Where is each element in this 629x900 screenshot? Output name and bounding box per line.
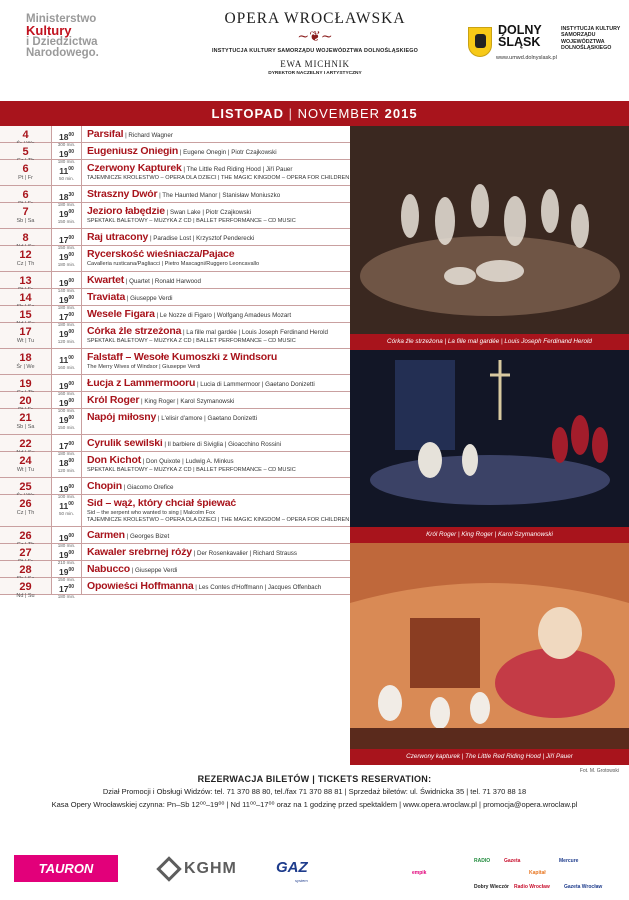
event-weekday: Sb | Sa — [16, 424, 35, 430]
event-row — [0, 375, 350, 396]
event-details: | L'elisir d'amore | Gaetano Donizetti — [157, 415, 258, 422]
event-duration: 180 min. — [57, 450, 76, 456]
event-time — [52, 126, 82, 147]
page-header — [0, 0, 629, 100]
event-time — [52, 561, 82, 582]
event-weekday: Pt | Fr — [18, 175, 33, 181]
event-row — [0, 272, 350, 293]
event-hour: 17 — [58, 234, 69, 245]
event-minute: 00 — [68, 441, 75, 447]
event-hour: 11 — [59, 354, 69, 365]
photo-caption: Król Roger | King Roger | Karol Szymanowski — [350, 527, 629, 543]
event-hour: 18 — [58, 457, 69, 468]
event-details: | Giuseppe Verdi — [131, 567, 178, 574]
event-duration: 100 min. — [57, 407, 76, 413]
reservation-line-1: Dział Promocji i Obsługi Widzów: tel. 71 370 88 80, tel./fax 71 370 88 81 | Sprzedaż biletów: ul. Świdnicka 35 | tel. 71 370 88 18 — [102, 787, 527, 796]
event-row — [0, 527, 350, 548]
event-hour: 19 — [58, 251, 69, 262]
director-name: EWA MICHNIK — [280, 59, 350, 69]
event-minute: 00 — [68, 550, 75, 556]
event-details: | Giuseppe Verdi — [126, 295, 173, 302]
media-partner-logo: Gazeta — [504, 858, 521, 864]
event-hour: 17 — [58, 311, 69, 322]
event-weekday: Cz | Th — [16, 261, 35, 267]
event-hour: 11 — [59, 165, 69, 176]
event-minute: 00 — [68, 312, 75, 318]
event-details: | Swan Lake | Piotr Czajkowski — [166, 209, 252, 216]
event-subtitle: The Merry Wives of Windsor | Giuseppe Verdi — [87, 364, 201, 370]
event-time — [52, 229, 82, 250]
event-title[interactable]: Carmen — [87, 531, 125, 541]
media-partner-logo: empik — [412, 870, 427, 876]
event-day: 25 — [19, 481, 32, 493]
event-duration: 150 min. — [57, 576, 76, 582]
event-day: 27 — [19, 547, 32, 559]
sponsor-bar — [0, 825, 629, 900]
event-details: | Eugene Onegin | Piotr Czajkowski — [179, 149, 277, 156]
event-hour: 18 — [58, 191, 69, 202]
event-day: 6 — [22, 189, 29, 201]
event-date — [0, 452, 52, 477]
event-hour: 19 — [58, 532, 69, 543]
event-time — [52, 452, 82, 477]
event-minute: 00 — [68, 355, 74, 361]
event-title[interactable]: Don Kichot — [87, 456, 141, 466]
event-details: | Don Quixote | Ludwig A. Minkus — [142, 458, 234, 465]
event-weekday: Nd | Su — [16, 593, 35, 599]
event-minute: 00 — [68, 533, 75, 539]
event-day: 20 — [19, 395, 32, 407]
event-hour: 17 — [58, 583, 69, 594]
event-date — [0, 229, 52, 245]
event-row — [0, 392, 350, 413]
event-duration: 50 min. — [58, 510, 75, 516]
event-minute: 00 — [68, 415, 75, 421]
event-details: | The Little Red Riding Hood | Jiří Pauer — [183, 166, 293, 173]
event-date — [0, 246, 52, 271]
event-minute: 00 — [68, 329, 75, 335]
event-time — [52, 272, 82, 293]
event-title[interactable]: Raj utracony — [87, 233, 149, 243]
event-duration: 180 min. — [57, 201, 76, 207]
event-row — [0, 435, 350, 456]
media-partner-logo: Kapitał — [529, 870, 546, 876]
event-duration: 300 min. — [57, 141, 76, 147]
event-duration: 180 min. — [57, 158, 76, 164]
event-minute: 00 — [68, 252, 75, 258]
event-time — [52, 435, 82, 456]
event-date — [0, 160, 52, 185]
event-duration: 180 min. — [57, 321, 76, 327]
event-duration: 210 min. — [57, 559, 76, 565]
ministry-line-2: Kultury — [26, 23, 72, 38]
event-details: | Lucia di Lammermoor | Gaetano Donizetti — [196, 381, 315, 388]
ministry-line-1: Ministerstwo — [26, 13, 97, 25]
event-row — [0, 203, 350, 229]
event-row — [0, 452, 350, 478]
kghm-logo: KGHM — [160, 855, 237, 882]
event-date — [0, 375, 52, 391]
event-details: | The Haunted Manor | Stanisław Moniuszko — [159, 192, 281, 199]
event-row — [0, 478, 350, 499]
event-hour: 19 — [58, 549, 69, 560]
event-day: 14 — [19, 292, 32, 304]
event-hour: 11 — [59, 500, 69, 511]
event-date — [0, 203, 52, 228]
event-minute: 00 — [68, 295, 75, 301]
media-partner-logo: Dobry Wieczór — [474, 884, 509, 890]
event-details: | Giacomo Orefice — [123, 484, 174, 491]
event-time — [52, 323, 82, 348]
event-title[interactable]: Cyrulik sewilski — [87, 439, 163, 449]
event-title[interactable]: Straszny Dwór — [87, 190, 158, 200]
event-duration: 160 min. — [57, 390, 76, 396]
event-row — [0, 306, 350, 327]
event-time — [52, 203, 82, 228]
event-minute: 00 — [68, 567, 75, 573]
event-date — [0, 272, 52, 288]
reservation-line-2: Kasa Opery Wrocławskiej czynna: Pn–Sb 12⁰⁰–19⁰⁰ | Nd 11⁰⁰–17⁰⁰ oraz na 1 godzinę przed spektaklem | www.opera.wroclaw.pl | promocja@opera.wroclaw.pl — [51, 800, 578, 809]
event-title[interactable]: Falstaff – Wesołe Kumoszki z Windsoru — [87, 353, 278, 363]
ministry-logo — [26, 14, 99, 59]
event-title[interactable]: Opowieści Hoffmanna — [87, 582, 194, 592]
event-row — [0, 561, 350, 582]
event-day: 29 — [19, 581, 32, 593]
event-row — [0, 186, 350, 207]
event-duration: 50 min. — [58, 175, 75, 181]
opera-scene-image — [350, 350, 629, 527]
event-day: 7 — [22, 206, 29, 218]
eagle-crest-icon — [468, 27, 492, 57]
event-weekday: Wt | Tu — [16, 338, 35, 344]
event-hour: 19 — [58, 208, 69, 219]
event-hour: 19 — [58, 566, 69, 577]
ministry-line-4: Narodowego. — [26, 47, 99, 59]
event-duration: 140 min. — [57, 287, 76, 293]
event-date — [0, 527, 52, 543]
event-day: 6 — [22, 163, 29, 175]
event-hour: 19 — [58, 397, 69, 408]
gaz-system-logo: GAZ system — [276, 859, 308, 883]
event-title[interactable]: Sid – wąż, który chciał śpiewać — [87, 499, 237, 509]
event-row — [0, 289, 350, 310]
event-subtitle: TAJEMNICZE KRÓLESTWO – OPERA DLA DZIECI | THE MAGIC KINGDOM – OPERA FOR CHILDREN — [87, 175, 349, 181]
event-day: 26 — [19, 498, 32, 510]
event-day: 8 — [22, 232, 29, 244]
event-details: | King Roger | Karol Szymanowski — [141, 398, 235, 405]
event-day: 22 — [19, 438, 32, 450]
region-institution: INSTYTUCJA KULTURY SAMORZĄDU WOJEWÓDZTWA DOLNOŚLĄSKIEGO — [561, 26, 621, 52]
event-duration: 120 min. — [57, 467, 76, 473]
event-day: 5 — [22, 146, 29, 158]
event-day: 13 — [19, 275, 32, 287]
event-minute: 00 — [68, 235, 75, 241]
event-title[interactable]: Czerwony Kapturek — [87, 164, 182, 174]
event-title[interactable]: Napój miłosny — [87, 413, 157, 423]
event-date — [0, 323, 52, 348]
media-partner-logo: Radio Wrocław — [514, 884, 550, 890]
event-time — [52, 143, 82, 164]
event-title[interactable]: Kawaler srebrnej róży — [87, 548, 192, 558]
event-details: | Le Nozze di Figaro | Wolfgang Amadeus Mozart — [156, 312, 292, 319]
event-row — [0, 246, 350, 272]
month-year: 2015 — [384, 106, 418, 121]
event-duration: 180 min. — [57, 593, 76, 599]
ticket-reservation — [0, 774, 629, 810]
event-duration: 120 min. — [57, 338, 76, 344]
ornament-icon: ~❦~ — [297, 29, 333, 45]
event-day: 4 — [22, 129, 29, 141]
reservation-heading: REZERWACJA BILETÓW | TICKETS RESERVATION: — [197, 774, 432, 784]
event-title[interactable]: Parsifal — [87, 130, 124, 140]
event-title[interactable]: Traviata — [87, 293, 126, 303]
event-time — [52, 544, 82, 565]
event-date — [0, 578, 52, 599]
media-partner-logo: Mercure — [559, 858, 579, 864]
event-duration: 160 min. — [57, 364, 76, 370]
event-details: | Der Rosenkavalier | Richard Strauss — [193, 550, 297, 557]
event-time — [52, 160, 82, 185]
event-day: 15 — [19, 309, 32, 321]
event-row — [0, 126, 350, 147]
event-time — [52, 186, 82, 207]
event-date — [0, 306, 52, 322]
event-details: | Il barbiere di Siviglia | Gioacchino Rossini — [164, 441, 282, 448]
event-weekday: Sb | Sa — [16, 218, 35, 224]
event-time — [52, 409, 82, 434]
event-row — [0, 323, 350, 349]
event-date — [0, 143, 52, 159]
month-band: LISTOPAD | NOVEMBER 2015 — [0, 101, 629, 126]
event-minute: 00 — [68, 398, 75, 404]
month-pl: LISTOPAD — [211, 106, 284, 121]
event-title[interactable]: Rycerskość wieśniacza/Pajace — [87, 250, 235, 260]
region-url[interactable]: www.umwd.dolnyslask.pl — [496, 55, 557, 61]
region-name: DOLNY ŚLĄSK — [498, 23, 542, 49]
event-hour: 19 — [58, 277, 69, 288]
event-time — [52, 375, 82, 396]
event-time — [52, 289, 82, 310]
event-title[interactable]: Kwartet — [87, 276, 125, 286]
production-photo — [350, 543, 629, 765]
event-duration: 150 min. — [57, 218, 76, 224]
event-details: | Quartet | Ronald Harwood — [125, 278, 201, 285]
event-day: 18 — [19, 352, 32, 364]
month-en: NOVEMBER — [297, 106, 381, 121]
event-title[interactable]: Jezioro łabędzie — [87, 207, 165, 217]
event-details: | Les Contes d'Hoffmann | Jacques Offenbach — [195, 584, 322, 591]
event-title[interactable]: Eugeniusz Oniegin — [87, 147, 179, 157]
event-hour: 19 — [58, 328, 69, 339]
event-day: 12 — [19, 249, 32, 261]
kghm-mark-icon — [156, 856, 181, 881]
event-title[interactable]: Król Roger — [87, 396, 140, 406]
event-subtitle: SPEKTAKL BALETOWY – MUZYKA Z CD | BALLET PERFORMANCE – CD MUSIC — [87, 218, 296, 224]
event-title[interactable]: Łucja z Lammermooru — [87, 379, 196, 389]
event-hour: 19 — [58, 414, 69, 425]
event-hour: 19 — [58, 148, 69, 159]
event-date — [0, 392, 52, 408]
event-row — [0, 349, 350, 375]
opera-masthead — [190, 10, 440, 76]
event-row — [0, 143, 350, 164]
event-date — [0, 495, 52, 526]
event-weekday: Śr | We — [16, 364, 35, 370]
event-minute: 00 — [68, 166, 74, 172]
event-minute: 00 — [68, 584, 75, 590]
production-photo — [350, 350, 629, 543]
event-duration: 150 min. — [57, 424, 76, 430]
event-row — [0, 229, 350, 250]
event-duration: 180 min. — [57, 304, 76, 310]
event-subtitle: Cavalleria rusticana/Pagliacci | Pietro Mascagni/Ruggero Leoncavallo — [87, 261, 260, 267]
event-date — [0, 186, 52, 202]
event-time — [52, 478, 82, 499]
event-minute: 00 — [68, 149, 75, 155]
event-minute: 00 — [68, 381, 75, 387]
event-minute: 00 — [68, 209, 75, 215]
event-title[interactable]: Nabucco — [87, 565, 130, 575]
event-time — [52, 392, 82, 413]
event-subtitle: SPEKTAKL BALETOWY – MUZYKA Z CD | BALLET PERFORMANCE – CD MUSIC — [87, 467, 296, 473]
event-date — [0, 289, 52, 305]
event-row — [0, 544, 350, 565]
event-row — [0, 495, 350, 527]
event-weekday: Wt | Tu — [16, 467, 35, 473]
event-minute: 30 — [68, 192, 75, 198]
event-hour: 19 — [58, 294, 69, 305]
event-details: | Richard Wagner — [125, 132, 173, 139]
event-subtitle-2: TAJEMNICZE KRÓLESTWO – OPERA DLA DZIECI | THE MAGIC KINGDOM – OPERA FOR CHILDREN — [87, 517, 349, 523]
event-time — [52, 306, 82, 327]
event-title[interactable]: Chopin — [87, 482, 122, 492]
event-time — [52, 495, 82, 526]
event-time — [52, 578, 82, 599]
event-date — [0, 435, 52, 451]
event-duration: 100 min. — [57, 493, 76, 499]
event-date — [0, 409, 52, 434]
event-time — [52, 349, 82, 374]
event-subtitle: Sid – the serpent who wanted to sing | Malcolm Fox — [87, 510, 215, 516]
ballet-scene-image — [350, 126, 629, 334]
childrens-opera-scene-image — [350, 543, 629, 749]
event-day: 21 — [19, 412, 32, 424]
event-minute: 00 — [68, 484, 75, 490]
tauron-logo: TAURON — [14, 855, 118, 882]
opera-title: OPERA WROCŁAWSKA — [224, 10, 406, 27]
event-date — [0, 478, 52, 494]
event-date — [0, 544, 52, 560]
media-partner-logo: Gazeta Wrocław — [564, 884, 603, 890]
event-row — [0, 578, 350, 599]
event-details: | Paradise Lost | Krzysztof Penderecki — [149, 235, 255, 242]
event-details: | Georges Bizet — [126, 533, 170, 540]
production-photo — [350, 126, 629, 350]
event-duration: 150 min. — [57, 244, 76, 250]
event-minute: 00 — [68, 458, 75, 464]
event-date — [0, 561, 52, 577]
event-weekday: Cz | Th — [16, 510, 35, 516]
event-row — [0, 160, 350, 186]
event-hour: 18 — [58, 131, 69, 142]
ministry-line-3: i Dziedzictwa — [26, 36, 98, 48]
event-day: 26 — [19, 530, 32, 542]
event-row — [0, 409, 350, 435]
event-day: 24 — [19, 455, 32, 467]
event-date — [0, 349, 52, 374]
event-date — [0, 126, 52, 142]
event-details: | La fille mal gardée | Louis Joseph Ferdinand Herold — [182, 329, 328, 336]
photo-caption: Córka źle strzeżona | La fille mal gardée | Louis Joseph Ferdinand Herold — [350, 334, 629, 350]
event-hour: 17 — [58, 440, 69, 451]
event-time — [52, 246, 82, 271]
event-hour: 19 — [58, 380, 69, 391]
media-partner-logo: RADIO — [474, 858, 491, 864]
photo-caption: Czerwony kapturek | The Little Red Riding Hood | Jiří Pauer — [350, 749, 629, 765]
event-minute: 00 — [68, 278, 75, 284]
opera-institution: INSTYTUCJA KULTURY SAMORZĄDU WOJEWÓDZTWA DOLNOŚLĄSKIEGO — [211, 48, 419, 54]
media-partners — [362, 853, 617, 895]
event-hour: 19 — [58, 483, 69, 494]
event-day: 17 — [19, 326, 32, 338]
event-time — [52, 527, 82, 548]
event-day: 28 — [19, 564, 32, 576]
event-day: 19 — [19, 378, 32, 390]
director-role: DYREKTOR NACZELNY I ARTYSTYCZNY — [268, 71, 362, 76]
event-title[interactable]: Córka źle strzeżona — [87, 327, 182, 337]
photo-credit: Fot. M. Grotowski — [579, 768, 619, 774]
event-title[interactable]: Wesele Figara — [87, 310, 155, 320]
event-duration: 180 min. — [57, 261, 76, 267]
event-duration: 180 min. — [57, 542, 76, 548]
event-minute: 00 — [68, 501, 74, 507]
event-minute: 00 — [68, 132, 75, 138]
event-subtitle: SPEKTAKL BALETOWY – MUZYKA Z CD | BALLET PERFORMANCE – CD MUSIC — [87, 338, 296, 344]
